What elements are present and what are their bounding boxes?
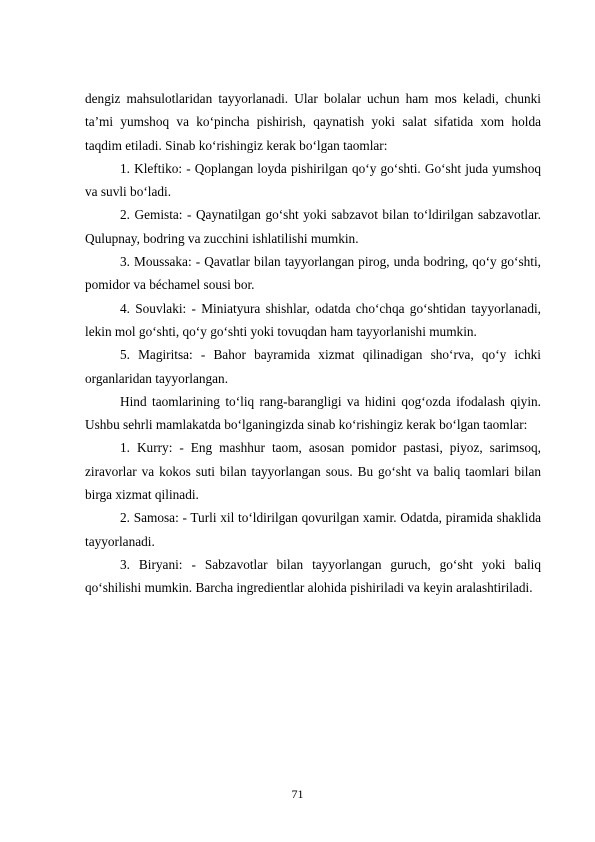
- list-item-moussaka: 3. Moussaka: - Qavatlar bilan tayyorlangan pirog, unda bodring, qo‘y go‘shti, pomidor va béchamel sousi bor.: [85, 254, 541, 293]
- list-item-kurry: 1. Kurry: - Eng mashhur taom, asosan pomidor pastasi, piyoz, sarimsoq, ziravorlar va kokos suti bilan tayyorlangan sous. Bu go‘sht va baliq taomlari bilan birga xizmat qilinadi.: [85, 440, 541, 503]
- list-item-kleftiko: 1. Kleftiko: - Qoplangan loyda pishirilgan qo‘y go‘shti. Go‘sht juda yumshoq va suvli bo‘ladi.: [85, 160, 541, 200]
- paragraph-indian-intro: Hind taomlarining to‘liq rang-barangligi va hidini qog‘ozda ifodalash qiyin. Ushbu sehrli mamlakatda bo‘lganingizda sinab ko‘rishingiz kerak bo‘lgan taomlar:: [85, 393, 541, 433]
- page-body: [85, 87, 541, 600]
- list-item-biryani: 3. Biryani: - Sabzavotlar bilan tayyorlangan guruch, go‘sht yoki baliq qo‘shilishi mumkin. Barcha ingredientlar alohida pishiriladi va keyin aralashtiriladi.: [85, 556, 541, 596]
- list-item-gemista: 2. Gemista: - Qaynatilgan go‘sht yoki sabzavot bilan to‘ldirilgan sabzavotlar. Qulupnay, bodring va zucchini ishlatilishi mumkin.: [85, 207, 541, 246]
- list-item-samosa: 2. Samosa: - Turli xil to‘ldirilgan qovurilgan xamir. Odatda, piramida shaklida tayyorlanadi.: [85, 510, 541, 549]
- paragraph-continuation: dengiz mahsulotlaridan tayyorlanadi. Ular bolalar uchun ham mos keladi, chunki ta’mi yumshoq va ko‘pincha pishirish, qaynatish yoki salat sifatida xom holda taqdim etiladi. Sinab ko‘rishingiz kerak bo‘lgan taomlar:: [85, 91, 541, 153]
- list-item-magiritsa: 5. Magiritsa: - Bahor bayramida xizmat qilinadigan sho‘rva, qo‘y ichki organlaridan tayyorlangan.: [85, 347, 541, 386]
- list-item-souvlaki: 4. Souvlaki: - Miniatyura shishlar, odatda cho‘chqa go‘shtidan tayyorlanadi, lekin mol go‘shti, qo‘y go‘shti yoki tovuqdan ham tayyorlanishi mumkin.: [85, 300, 541, 339]
- page-number: 71: [291, 787, 304, 801]
